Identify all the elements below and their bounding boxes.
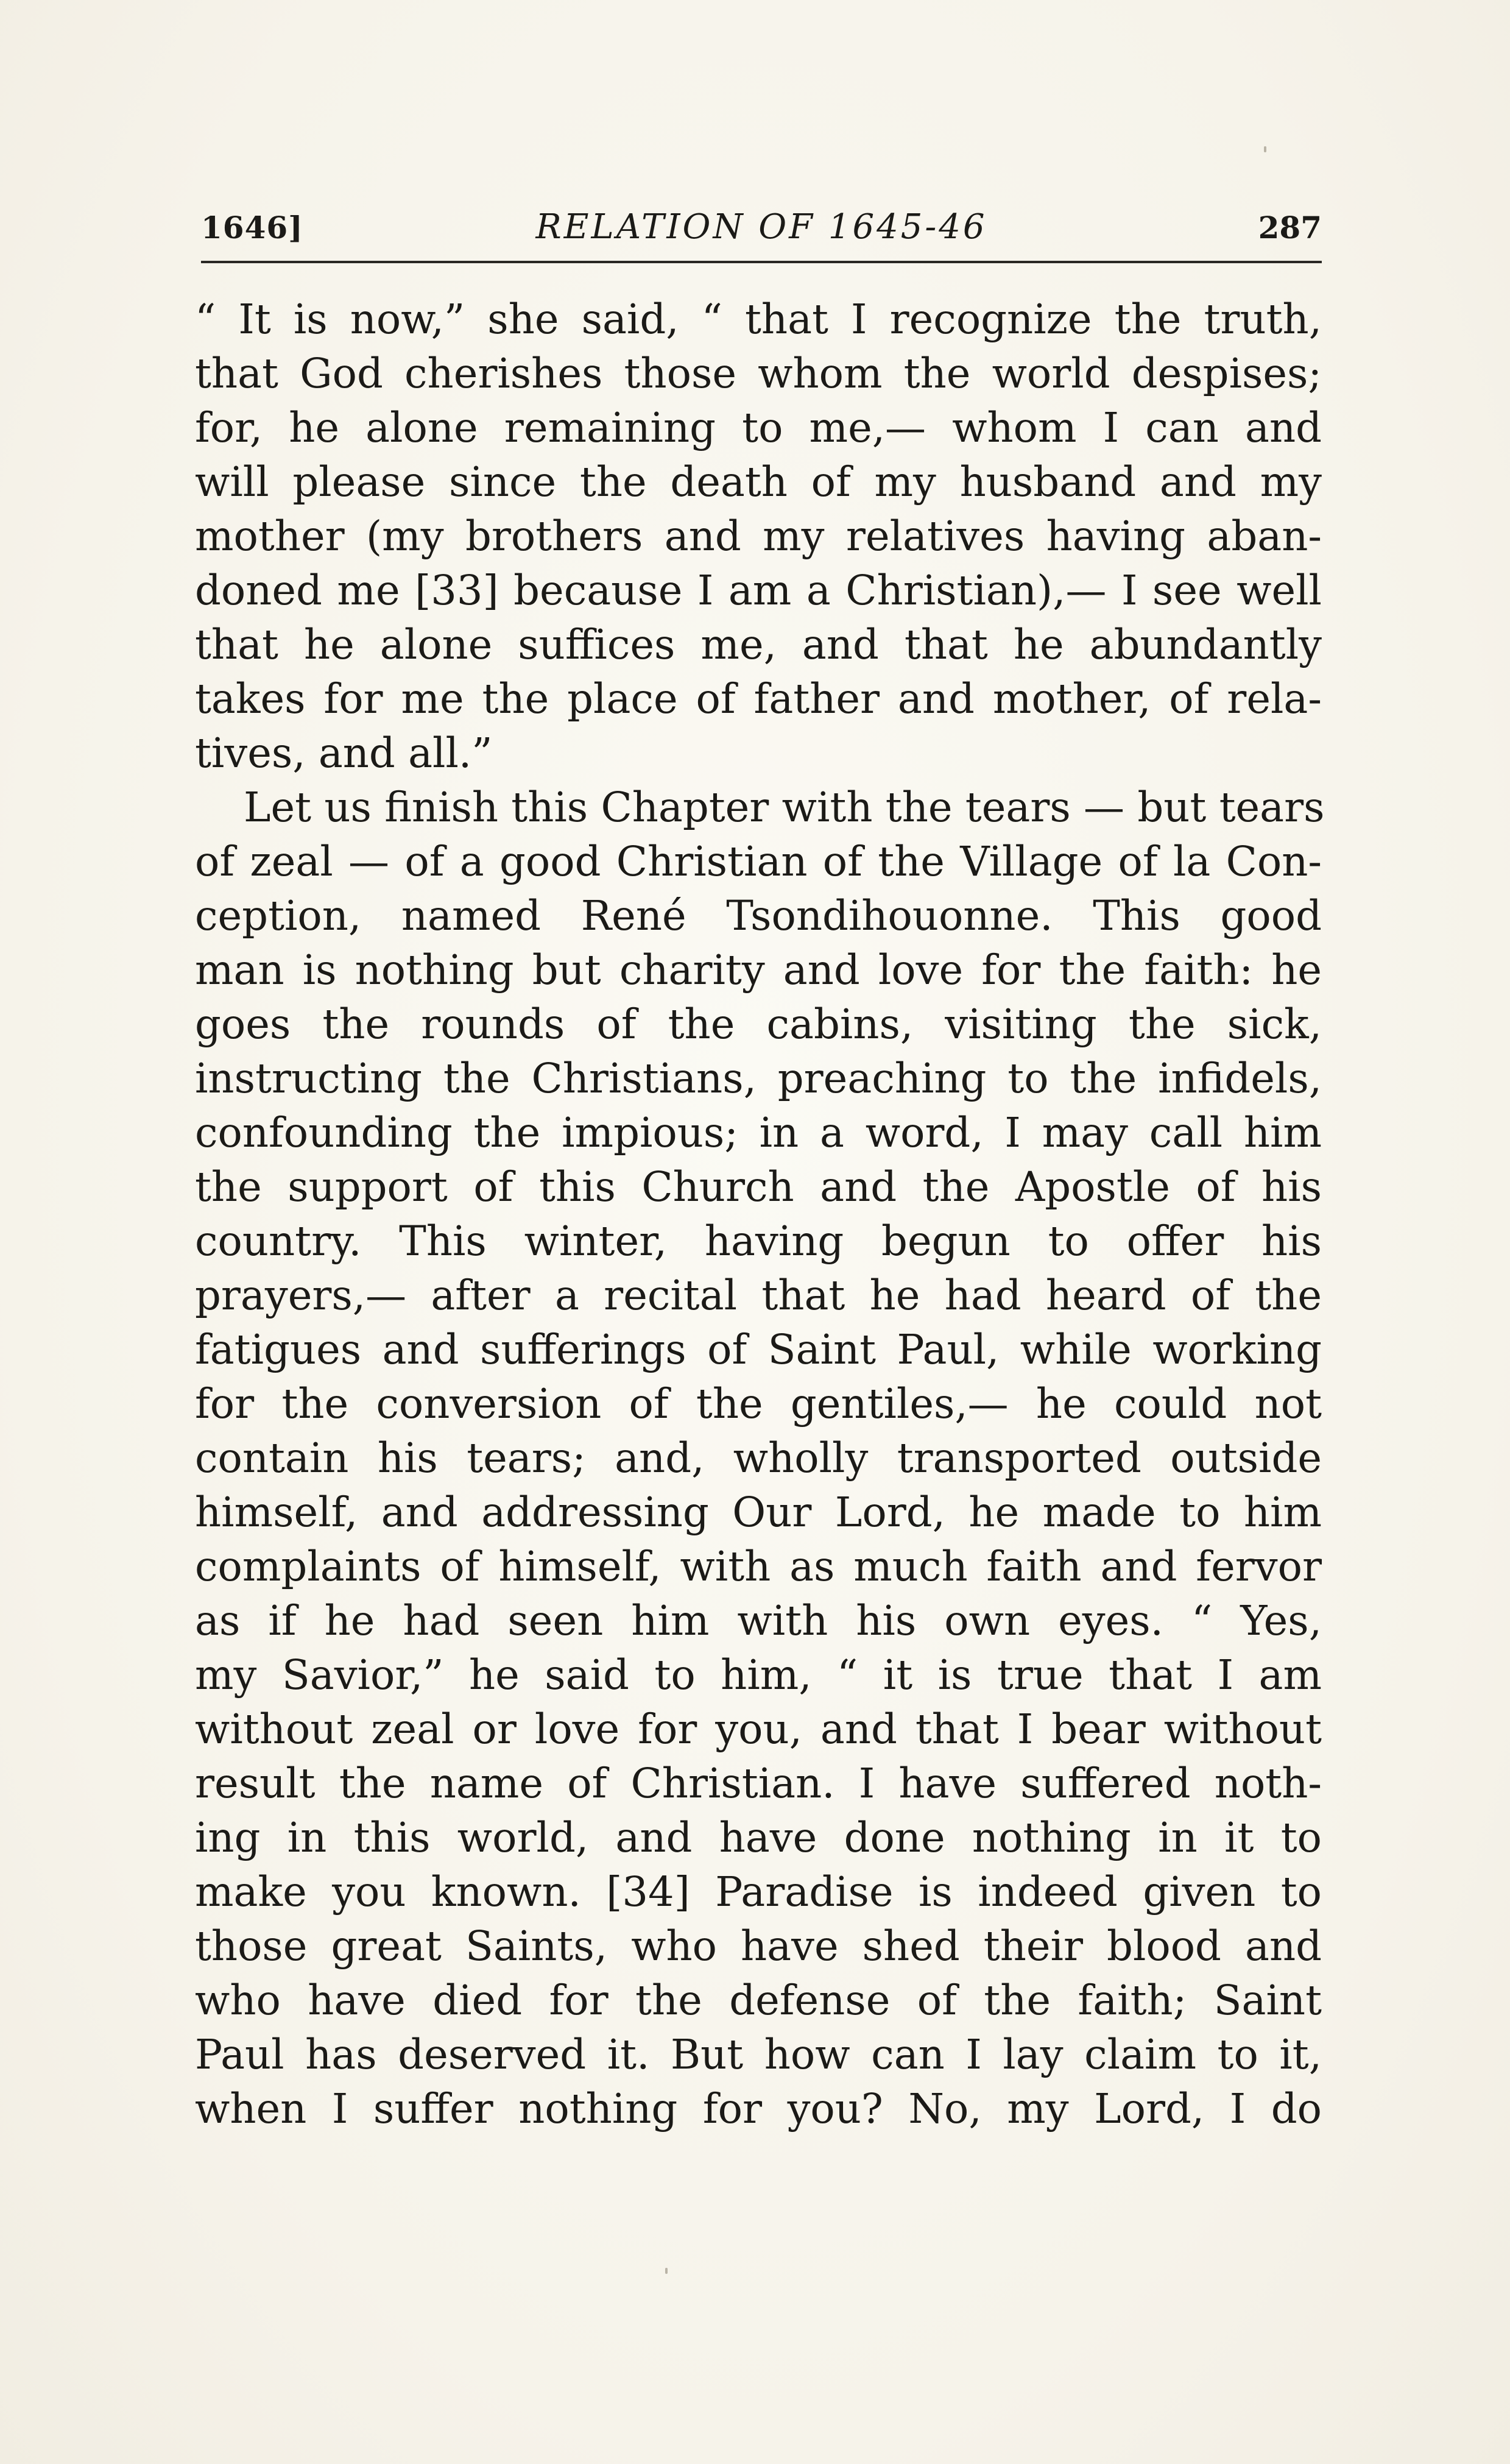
text-line: without zeal or love for you, and that I bear without [195, 1705, 1322, 1753]
text-line: that he alone suffices me, and that he abundantly [195, 621, 1322, 668]
running-head-year: 1646] [201, 210, 303, 246]
text-line: instructing the Christians, preaching to the infidels, [195, 1055, 1322, 1102]
paragraph-first-line: Let us finish this Chapter with the tears — but tears [244, 784, 1325, 831]
text-line: that God cherishes those whom the world despises; [195, 350, 1322, 397]
paper-speck [1264, 146, 1266, 152]
text-line: those great Saints, who have shed their blood and [195, 1922, 1322, 1970]
text-line: mother (my brothers and my relatives having aban- [195, 512, 1322, 560]
text-line: fatigues and sufferings of Saint Paul, while working [195, 1326, 1322, 1373]
text-line: of zeal — of a good Christian of the Village of la Con- [195, 838, 1322, 885]
page-number: 287 [1258, 210, 1322, 246]
text-line: tives, and all.” [195, 729, 493, 777]
text-line: ing in this world, and have done nothing in it to [195, 1814, 1322, 1861]
text-line: the support of this Church and the Apostle of his [195, 1163, 1322, 1211]
text-line: ception, named René Tsondihouonne. This good [195, 892, 1322, 940]
text-line: who have died for the defense of the faith; Saint [195, 1977, 1322, 2024]
text-line: “ It is now,” she said, “ that I recognize the truth, [195, 296, 1322, 343]
text-line: country. This winter, having begun to offer his [195, 1217, 1322, 1265]
text-line: contain his tears; and, wholly transported outside [195, 1434, 1322, 1482]
header-rule [201, 261, 1322, 263]
text-line: himself, and addressing Our Lord, he made to him [195, 1489, 1322, 1536]
text-line: complaints of himself, with as much faith and fervor [195, 1543, 1322, 1590]
text-line: confounding the impious; in a word, I may call him [195, 1109, 1322, 1156]
text-line: make you known. [34] Paradise is indeed given to [195, 1868, 1322, 1916]
text-line: result the name of Christian. I have suffered noth- [195, 1760, 1322, 1807]
running-head-title: RELATION OF 1645-46 [535, 207, 987, 247]
text-line: for the conversion of the gentiles,— he could not [195, 1380, 1322, 1428]
paper-speck [665, 2268, 668, 2274]
body-text [195, 292, 1325, 2136]
text-line: for, he alone remaining to me,— whom I can and [195, 404, 1322, 451]
text-line: man is nothing but charity and love for the faith: he [195, 946, 1322, 994]
text-line: takes for me the place of father and mother, of rela- [195, 675, 1322, 723]
text-line: doned me [33] because I am a Christian),— I see well [195, 567, 1322, 614]
text-line: when I suffer nothing for you? No, my Lord, I do [195, 2085, 1322, 2133]
running-head [201, 201, 1322, 256]
text-line: Paul has deserved it. But how can I lay claim to it, [195, 2031, 1322, 2078]
text-line: my Savior,” he said to him, “ it is true that I am [195, 1651, 1322, 1699]
text-line: as if he had seen him with his own eyes. “ Yes, [195, 1597, 1322, 1644]
text-line: will please since the death of my husband and my [195, 458, 1322, 506]
text-line: goes the rounds of the cabins, visiting the sick, [195, 1000, 1322, 1048]
text-line: prayers,— after a recital that he had heard of the [195, 1272, 1322, 1319]
